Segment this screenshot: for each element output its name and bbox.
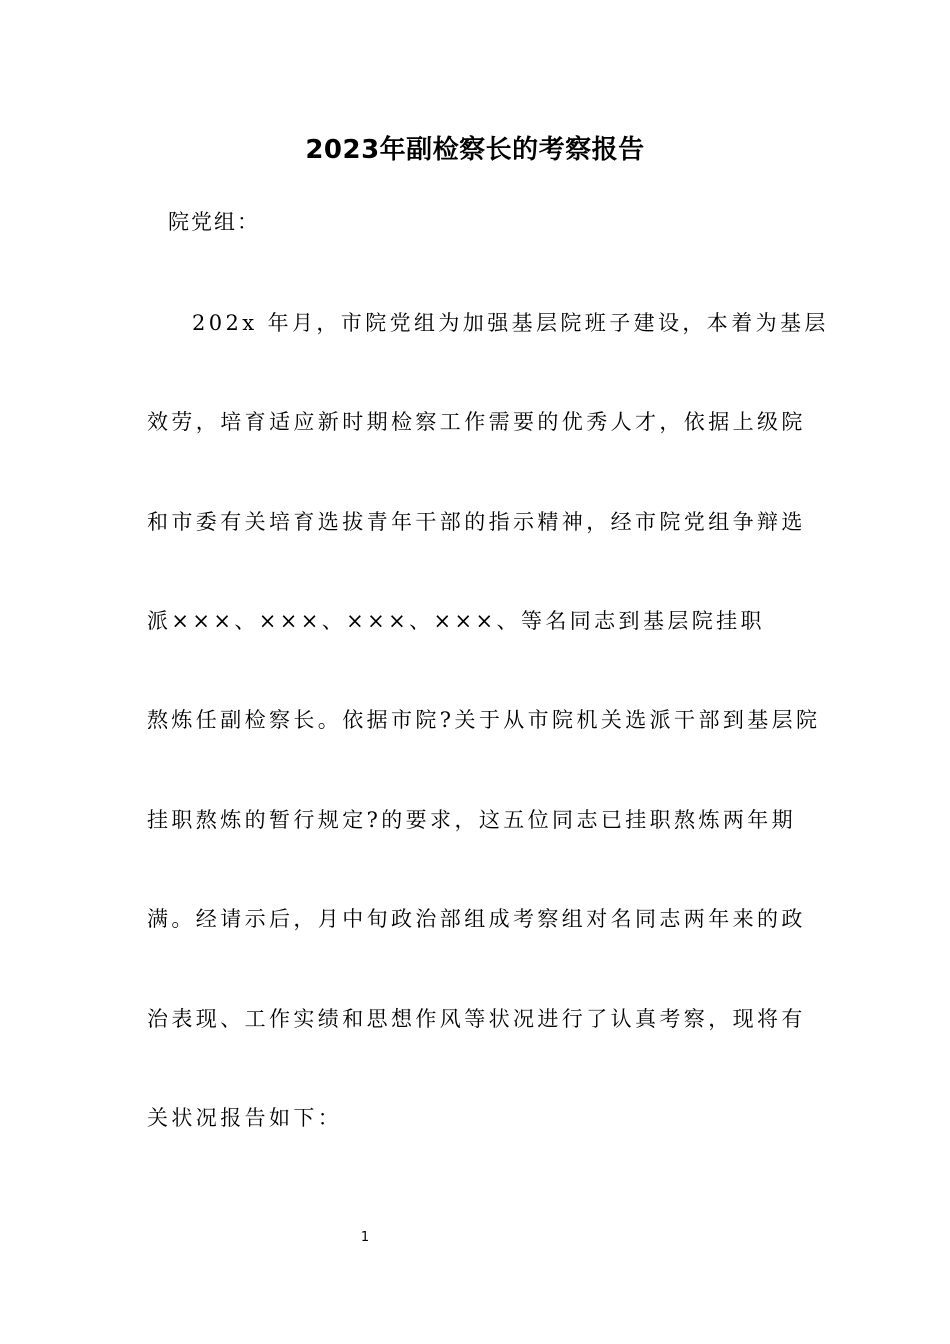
- paragraph-line: 202x 年月，市院党组为加强基层院班子建设，本着为基层: [192, 311, 829, 335]
- paragraph-line: 效劳，培育适应新时期检察工作需要的优秀人才，依据上级院: [147, 410, 806, 434]
- salutation: 院党组：: [168, 210, 260, 234]
- paragraph-line: 治表现、工作实绩和思想作风等状况进行了认真考察，现将有: [147, 1007, 806, 1031]
- document-title: 2023年副检察长的考察报告: [305, 135, 645, 165]
- paragraph-line: 派×××、×××、×××、×××、等名同志到基层院挂职: [147, 609, 765, 633]
- paragraph-line: 关状况报告如下：: [147, 1106, 343, 1130]
- paragraph-line: 熬炼任副检察长。依据市院?关于从市院机关选派干部到基层院: [147, 708, 821, 732]
- paragraph-line: 挂职熬炼的暂行规定?的要求，这五位同志已挂职熬炼两年期: [147, 808, 797, 832]
- paragraph-line: 满。经请示后，月中旬政治部组成考察组对名同志两年来的政: [147, 907, 806, 931]
- paragraph-line: 和市委有关培育选拔青年干部的指示精神，经市院党组争辩选: [147, 510, 806, 534]
- page-number: 1: [360, 1230, 370, 1245]
